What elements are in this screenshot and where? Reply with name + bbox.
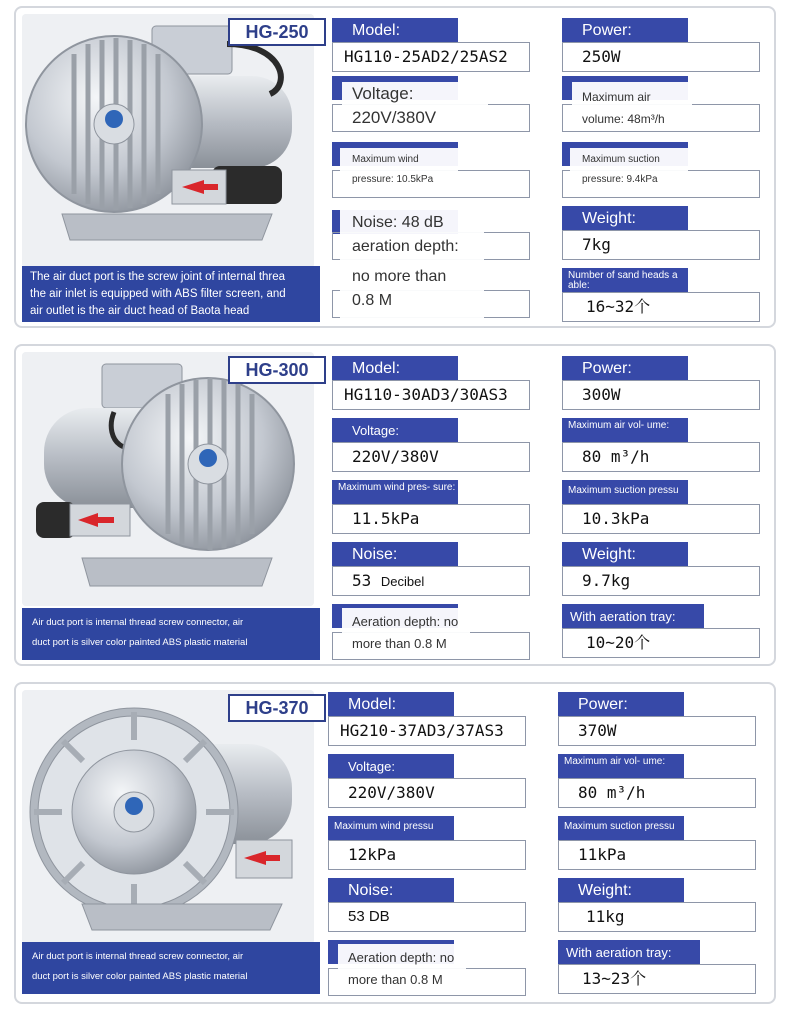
model-tag: HG-250 [228, 18, 326, 46]
aeration-tray-field: With aeration tray: 10~20个 [562, 604, 760, 660]
sand-heads-field: Number of sand heads a able: 16~32个 [562, 268, 760, 324]
model-tag: HG-300 [228, 356, 326, 384]
air-volume-field: Maximum air vol- ume: 80 m³/h [558, 754, 756, 810]
noise-field: Noise: 53 DB [328, 878, 526, 934]
suction-pressure-field: Maximum suction pressure: 9.4kPa [562, 142, 760, 198]
air-volume-field: Maximum air vol- ume: 80 m³/h [562, 418, 760, 474]
weight-field: Weight: 11kg [558, 878, 756, 934]
voltage-field: Voltage: 220V/380V [332, 76, 530, 132]
port-description: The air duct port is the screw joint of internal threa the air inlet is equipped with ABS filter screen, and air outlet is the air duct head of Baota head [22, 266, 320, 322]
power-field: Power: 370W [558, 692, 756, 748]
model-field: Model: HG110-30AD3/30AS3 [332, 356, 530, 412]
model-field: Model: HG210-37AD3/37AS3 [328, 692, 526, 748]
voltage-field: Voltage: 220V/380V [332, 418, 530, 474]
noise-field: Noise: 48 dB aeration depth: no more than 0.8 M [332, 204, 530, 322]
weight-field: Weight: 7kg [562, 206, 760, 262]
suction-pressure-field: Maximum suction pressu 11kPa [558, 816, 756, 872]
noise-field: Noise: 53 Decibel [332, 542, 530, 598]
model-field: Model: HG110-25AD2/25AS2 [332, 18, 530, 74]
air-volume-field: Maximum air volume: 48m³/h [562, 76, 760, 132]
aeration-depth-field: Aeration depth: no more than 0.8 M [332, 604, 530, 660]
wind-pressure-field: Maximum wind pres- sure: 11.5kPa [332, 480, 530, 536]
voltage-field: Voltage: 220V/380V [328, 754, 526, 810]
product-panel-hg300 [14, 344, 776, 666]
air-blower-image [22, 14, 314, 268]
port-description: Air duct port is internal thread screw connector, air duct port is silver color painted ABS plastic material [22, 942, 320, 994]
suction-pressure-field: Maximum suction pressu 10.3kPa [562, 480, 760, 536]
air-blower-image [22, 352, 314, 606]
air-blower-image [22, 690, 314, 944]
wind-pressure-field: Maximum wind pressure: 10.5kPa [332, 142, 530, 198]
model-tag: HG-370 [228, 694, 326, 722]
wind-pressure-field: Maximum wind pressu 12kPa [328, 816, 526, 872]
power-field: Power: 300W [562, 356, 760, 412]
product-panel-hg370 [14, 682, 776, 1004]
port-description: Air duct port is internal thread screw connector, air duct port is silver color painted ABS plastic material [22, 608, 320, 660]
product-panel-hg250 [14, 6, 776, 328]
weight-field: Weight: 9.7kg [562, 542, 760, 598]
aeration-tray-field: With aeration tray: 13~23个 [558, 940, 756, 996]
aeration-depth-field: Aeration depth: no more than 0.8 M [328, 940, 526, 996]
power-field: Power: 250W [562, 18, 760, 74]
